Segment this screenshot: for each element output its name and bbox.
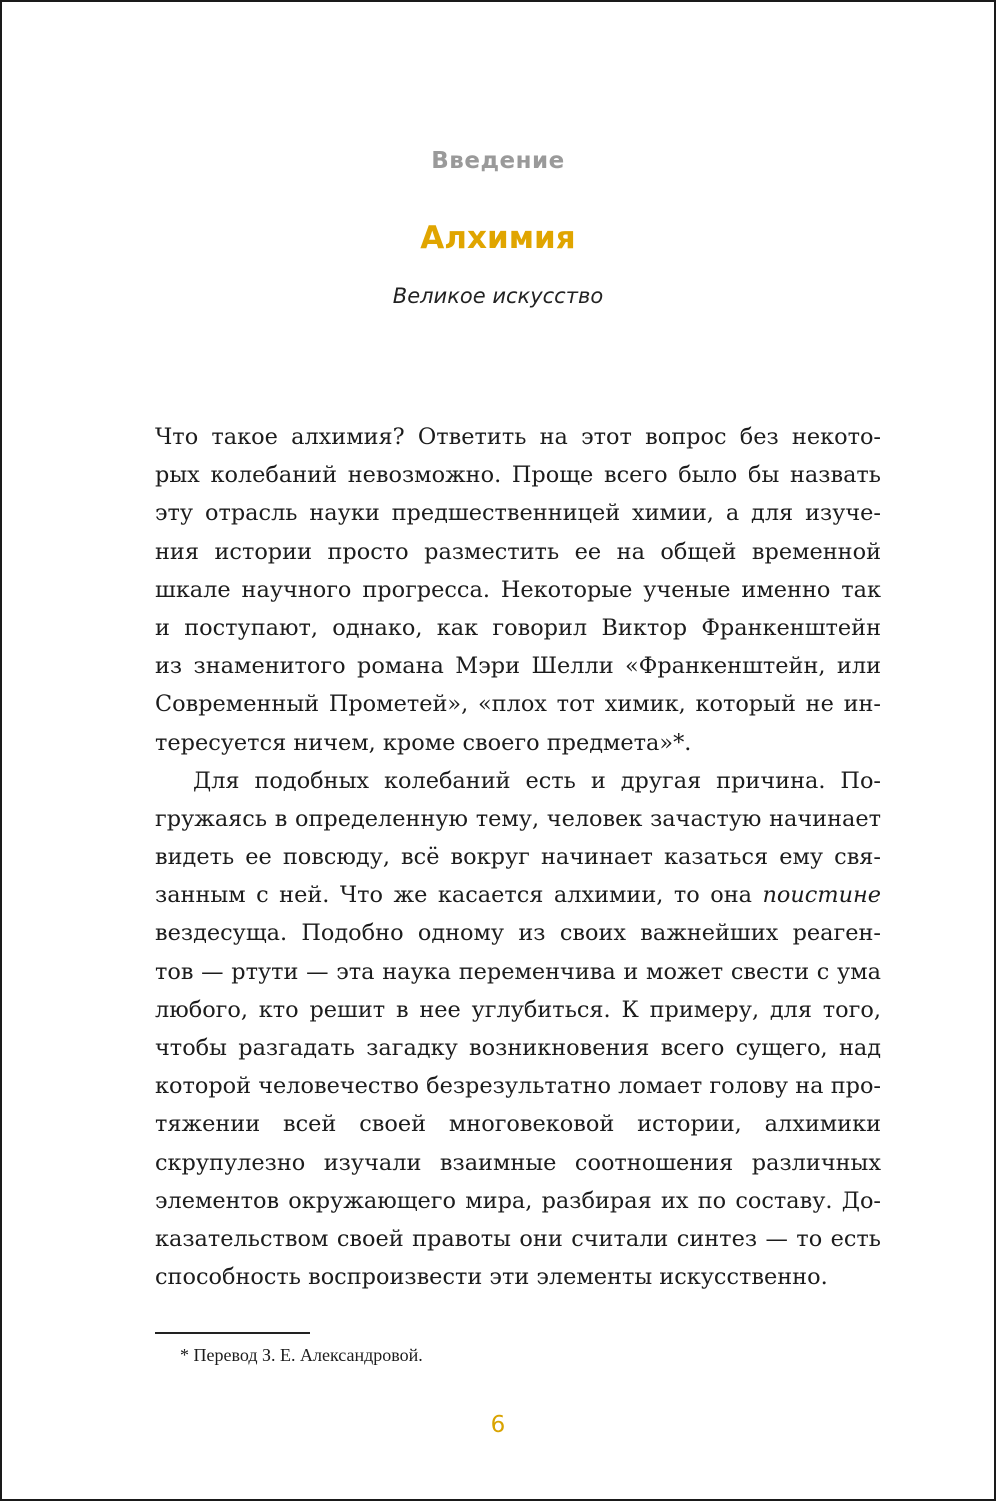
text-line: шкале научного прогресса. Некоторые ученые именно так bbox=[155, 576, 881, 603]
text-line: которой человечество безрезультатно ломает голову на про- bbox=[155, 1073, 881, 1100]
text-line: и поступают, однако, как говорил Виктор Франкенштейн bbox=[155, 614, 881, 641]
body-text bbox=[155, 418, 881, 1296]
text-line: скрупулезно изучали взаимные соотношения различных bbox=[155, 1149, 881, 1176]
text-line: Что такое алхимия? Ответить на этот вопрос без некото- bbox=[155, 424, 881, 450]
page-number: 6 bbox=[490, 1412, 506, 1438]
text-line: Современный Прометей», «плох тот химик, который не ин- bbox=[155, 691, 881, 718]
text-line: способность воспроизвести эти элементы искусственно. bbox=[155, 1264, 828, 1291]
text-line: казательством своей правоты они считали синтез — то есть bbox=[155, 1225, 881, 1252]
text-line: гружаясь в определенную тему, человек зачастую начинает bbox=[155, 805, 881, 832]
text-line: элементов окружающего мира, разбирая их по составу. До- bbox=[155, 1187, 881, 1214]
section-label: Введение bbox=[431, 148, 565, 174]
text-line: тересуется ничем, кроме своего предмета»*. bbox=[155, 729, 692, 756]
text-line: Для подобных колебаний есть и другая причина. По- bbox=[193, 767, 881, 794]
text-line: любого, кто решит в нее углубиться. К примеру, для того, bbox=[155, 996, 881, 1023]
text-line-with-emphasis bbox=[155, 876, 881, 914]
footnote-divider bbox=[155, 1332, 310, 1334]
text-line: тов — ртути — эта наука переменчива и может свести с ума bbox=[155, 958, 881, 985]
text-segment: занным с ней. Что же касается алхимии, то она bbox=[155, 882, 752, 909]
text-line: ния истории просто разместить ее на общей временной bbox=[155, 538, 881, 565]
text-line: тяжении всей своей многовековой истории, алхимики bbox=[155, 1111, 881, 1138]
emphasis-text: поистине bbox=[762, 882, 881, 909]
chapter-subtitle: Великое искусство bbox=[392, 284, 604, 308]
text-line: из знаменитого романа Мэри Шелли «Франкенштейн, или bbox=[155, 653, 881, 680]
text-line: чтобы разгадать загадку возникновения всего сущего, над bbox=[155, 1035, 881, 1061]
text-line: эту отрасль науки предшественницей химии, а для изуче- bbox=[155, 500, 881, 527]
chapter-title: Алхимия bbox=[420, 220, 576, 256]
footnote: * Перевод З. Е. Александровой. bbox=[180, 1345, 423, 1365]
text-line: рых колебаний невозможно. Проще всего было бы назвать bbox=[155, 462, 881, 489]
text-line: вездесуща. Подобно одному из своих важнейших реаген- bbox=[155, 920, 881, 947]
text-line: видеть ее повсюду, всё вокруг начинает казаться ему свя- bbox=[155, 844, 881, 871]
